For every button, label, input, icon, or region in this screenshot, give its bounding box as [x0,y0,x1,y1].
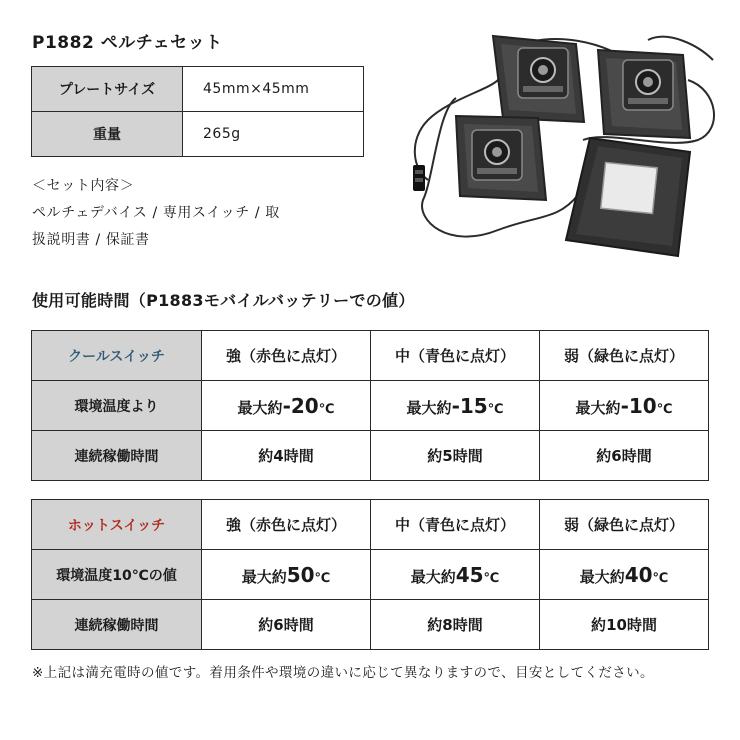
temp-value: 45 [455,562,484,587]
product-photo [408,20,728,260]
hot-switch-label: ホットスイッチ [32,500,202,550]
level-header: 強（赤色に点灯） [202,331,371,381]
time-unit: 時間 [452,616,483,634]
set-contents-heading: ＜セット内容＞ [32,178,135,194]
temp-prefix: 最大約 [241,567,287,586]
time-unit: 時間 [283,616,314,634]
row-label: 環境温度10℃の値 [32,550,202,600]
spec-table [31,66,364,157]
temp-cell [540,550,709,600]
hours-value: 6 [273,616,284,634]
time-prefix: 約 [258,616,274,634]
temp-value: -15 [451,393,488,418]
level-header: 弱（緑色に点灯） [540,500,709,550]
usage-title: 使用可能時間（P1883モバイルバッテリーでの値） [32,291,415,310]
set-contents-line: ペルチェデバイス / 専用スイッチ / 取 [32,205,280,221]
temp-cell [202,550,371,600]
time-prefix: 約 [258,447,274,465]
level-header: 中（青色に点灯） [371,331,540,381]
peltier-pad [598,50,690,138]
temp-prefix: 最大約 [579,567,625,586]
cool-switch-label: クールスイッチ [32,331,202,381]
temp-unit: ℃ [483,570,500,586]
spec-row [32,112,364,157]
page-title: P1882 ペルチェセット [32,33,223,53]
temp-prefix: 最大約 [406,398,452,417]
temp-prefix: 最大約 [237,398,283,417]
temp-unit: ℃ [652,570,669,586]
table-row [32,600,709,650]
set-contents [32,173,372,254]
hours-value: 4 [273,447,284,465]
table-row [32,431,709,481]
temp-unit: ℃ [656,401,673,417]
spec-value: 265g [183,112,364,157]
temp-prefix: 最大約 [410,567,456,586]
time-unit: 時間 [283,447,314,465]
temp-unit: ℃ [314,570,331,586]
level-header: 中（青色に点灯） [371,500,540,550]
level-header: 強（赤色に点灯） [202,500,371,550]
table-row [32,381,709,431]
temp-value: -20 [282,393,319,418]
temp-cell [202,381,371,431]
time-cell [371,431,540,481]
hours-value: 8 [442,616,453,634]
peltier-pad-plate-side [566,138,690,256]
time-prefix: 約 [427,616,443,634]
spec-row [32,67,364,112]
time-prefix: 約 [591,616,607,634]
temp-cell [540,381,709,431]
time-unit: 時間 [452,447,483,465]
time-prefix: 約 [427,447,443,465]
temp-value: -10 [620,393,657,418]
temp-value: 40 [624,562,653,587]
table-row [32,550,709,600]
temp-value: 50 [286,562,315,587]
table-row [32,500,709,550]
temp-prefix: 最大約 [575,398,621,417]
peltier-pad [493,36,584,122]
hours-value: 10 [606,616,627,634]
table-row [32,331,709,381]
time-cell [202,600,371,650]
time-unit: 時間 [626,616,657,634]
time-cell [202,431,371,481]
row-label: 環境温度より [32,381,202,431]
time-prefix: 約 [596,447,612,465]
hours-value: 6 [611,447,622,465]
row-label: 連続稼働時間 [32,431,202,481]
time-cell [540,431,709,481]
temp-cell [371,381,540,431]
footnote: ※上記は満充電時の値です。着用条件や環境の違いに応じて異なりますので、目安としてください。 [32,665,654,681]
hot-switch-table [31,499,709,650]
temp-unit: ℃ [487,401,504,417]
spec-value: 45mm×45mm [183,67,364,112]
set-contents-line: 扱説明書 / 保証書 [32,232,150,248]
level-header: 弱（緑色に点灯） [540,331,709,381]
spec-label: プレートサイズ [32,67,183,112]
row-label: 連続稼働時間 [32,600,202,650]
cool-switch-table [31,330,709,481]
temp-unit: ℃ [318,401,335,417]
spec-label: 重量 [32,112,183,157]
time-cell [540,600,709,650]
time-cell [371,600,540,650]
temp-cell [371,550,540,600]
hours-value: 5 [442,447,453,465]
time-unit: 時間 [621,447,652,465]
peltier-pad [456,116,546,200]
